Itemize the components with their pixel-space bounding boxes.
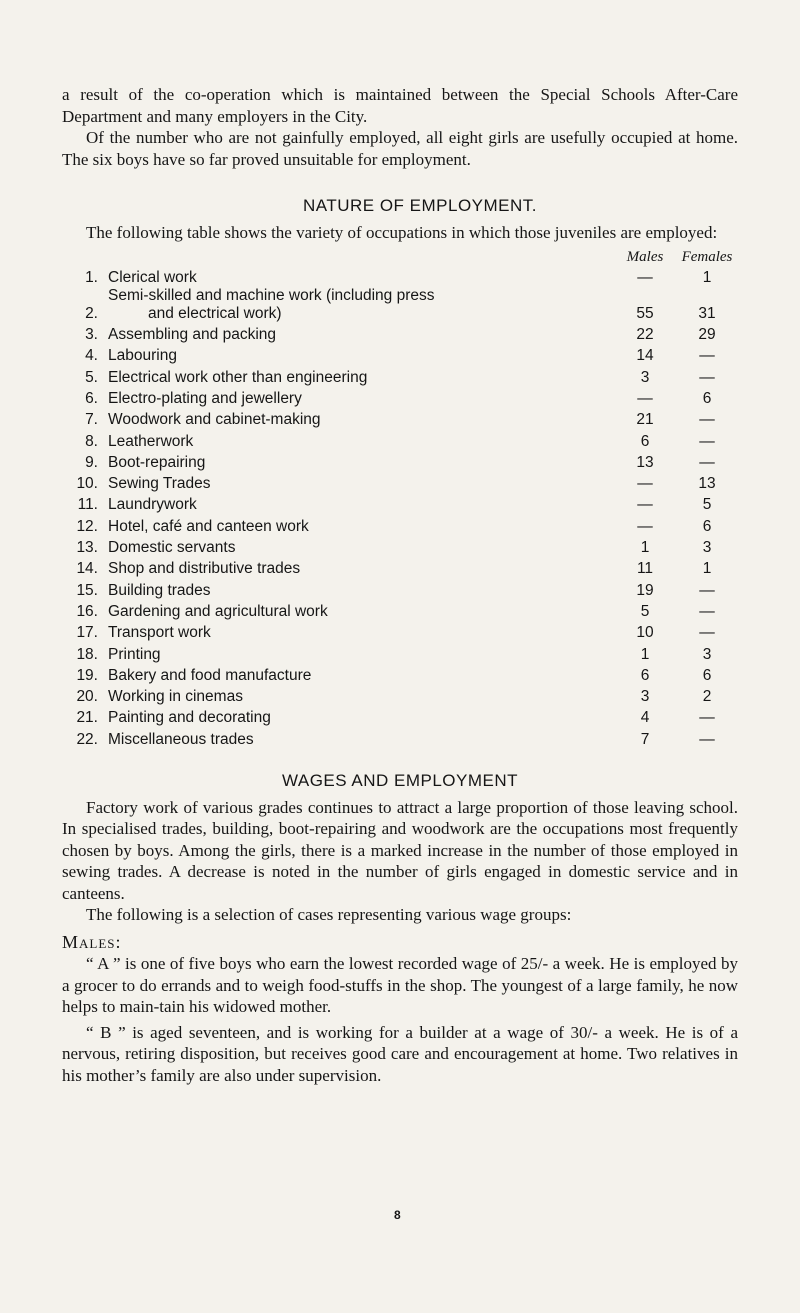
- row-occupation: [108, 387, 614, 408]
- males-count: 5: [640, 602, 650, 620]
- occupation-text: Clerical work: [108, 268, 197, 286]
- row-occupation: [108, 287, 614, 323]
- row-number: 7.: [85, 411, 98, 429]
- males-count: —: [637, 496, 653, 514]
- males-count: 1: [640, 645, 650, 663]
- case-a-paragraph: “ A ” is one of five boys who earn the lowest recorded wage of 25/- a week. He is employed by a grocer to do errands and to weigh food-stuffs in the shop. The youngest of a large family, he now helps to main-tain his widowed mother.: [62, 954, 738, 1017]
- occupation-text: Bakery and food manufacture: [108, 666, 312, 684]
- occupations-table: [62, 244, 738, 749]
- males-count: —: [637, 475, 653, 493]
- row-number: 4.: [85, 347, 98, 365]
- row-number: 14.: [76, 560, 98, 578]
- occupation-text: Sewing Trades: [108, 475, 211, 493]
- females-count: 31: [698, 304, 716, 322]
- wages-paragraph-2: The following is a selection of cases representing various wage groups:: [86, 905, 572, 925]
- occupation-text: Electrical work other than engineering: [108, 368, 368, 386]
- males-count: —: [637, 389, 653, 407]
- page-number: 8: [394, 1208, 401, 1222]
- males-count: 22: [636, 326, 654, 344]
- occupation-text: Leatherwork: [108, 432, 194, 450]
- row-number: 3.: [85, 326, 98, 344]
- row-number: 12.: [76, 517, 98, 535]
- males-count: 3: [640, 368, 650, 386]
- row-occupation: [108, 514, 614, 535]
- females-count: 6: [702, 666, 712, 684]
- row-number: 5.: [85, 368, 98, 386]
- males-count: —: [637, 517, 653, 535]
- row-number: 19.: [76, 666, 98, 684]
- row-occupation: [108, 323, 614, 344]
- males-count: 6: [640, 432, 650, 450]
- females-count: 6: [702, 517, 712, 535]
- table-lead-paragraph: The following table shows the variety of occupations in which those juveniles are employed:: [86, 223, 718, 242]
- row-number: 18.: [76, 645, 98, 663]
- table-row: [62, 387, 738, 408]
- row-number: 8.: [85, 432, 98, 450]
- table-row: [62, 493, 738, 514]
- table-row: [62, 685, 738, 706]
- row-number: 16.: [76, 602, 98, 620]
- row-number: 22.: [76, 730, 98, 748]
- occupation-text: Boot-repairing: [108, 453, 206, 471]
- row-occupation: [108, 706, 614, 727]
- row-number: 13.: [76, 539, 98, 557]
- females-count: —: [699, 368, 715, 386]
- table-row: [62, 600, 738, 621]
- table-row: [62, 472, 738, 493]
- males-count: 6: [640, 666, 650, 684]
- males-count: 7: [640, 730, 650, 748]
- males-count: 10: [636, 624, 654, 642]
- occupation-text: Domestic servants: [108, 539, 236, 557]
- females-count: 29: [698, 326, 716, 344]
- case-b-paragraph: “ B ” is aged seventeen, and is working for a builder at a wage of 30/- a week. He is of a nervous, retiring disposition, but receives good care and encouragement at home. Two relatives in his mother’s family are also under supervision.: [62, 1022, 738, 1085]
- table-header-row: [62, 244, 738, 266]
- occupation-text: Painting and decorating: [108, 709, 271, 727]
- males-subheading: [62, 932, 738, 954]
- table-row: [62, 429, 738, 450]
- row-occupation: [108, 727, 614, 748]
- females-count: —: [699, 347, 715, 365]
- males-count: 13: [636, 453, 654, 471]
- row-number: 9.: [85, 453, 98, 471]
- table-row: [62, 408, 738, 429]
- occupation-text: Gardening and agricultural work: [108, 602, 328, 620]
- wages-paragraph-1: Factory work of various grades continues to attract a large proportion of those leaving school. In specialised trades, building, boot-repairing and woodwork are the occupations most frequently chosen by boys. Among the girls, there is a marked increase in the number of those employed in sewing trades. A decrease is noted in the number of girls engaged in domestic service and in canteens.: [62, 797, 738, 903]
- females-column-header: Females: [681, 248, 733, 265]
- occupation-text: Labouring: [108, 347, 177, 365]
- row-occupation: [108, 365, 614, 386]
- row-number: 21.: [76, 709, 98, 727]
- females-count: 2: [702, 688, 712, 706]
- table-row: [62, 287, 738, 323]
- table-row: [62, 578, 738, 599]
- females-count: —: [699, 432, 715, 450]
- row-occupation: [108, 600, 614, 621]
- females-count: 3: [702, 539, 712, 557]
- males-count: 19: [636, 581, 654, 599]
- males-count: 3: [640, 688, 650, 706]
- row-occupation: [108, 266, 614, 287]
- occupation-text: Laundrywork: [108, 496, 197, 514]
- occupation-text: Transport work: [108, 624, 211, 642]
- occupation-text: Miscellaneous trades: [108, 730, 254, 748]
- table-row: [62, 323, 738, 344]
- row-occupation: [108, 472, 614, 493]
- occupations-table-body: [62, 266, 738, 749]
- row-occupation: [108, 557, 614, 578]
- occupation-text: Working in cinemas: [108, 688, 243, 706]
- table-row: [62, 451, 738, 472]
- row-occupation: [108, 408, 614, 429]
- occupation-text-continued: and electrical work): [148, 304, 282, 322]
- occupation-text: Shop and distributive trades: [108, 560, 301, 578]
- document-page: [62, 84, 738, 1086]
- row-occupation: [108, 685, 614, 706]
- males-column-header: Males: [626, 248, 664, 265]
- table-row: [62, 514, 738, 535]
- males-label: Males:: [62, 931, 122, 952]
- row-number: 20.: [76, 688, 98, 706]
- females-count: 1: [702, 560, 712, 578]
- females-count: —: [699, 453, 715, 471]
- males-count: 14: [636, 347, 654, 365]
- table-row: [62, 642, 738, 663]
- occupation-text: Assembling and packing: [108, 326, 277, 344]
- females-count: 6: [702, 389, 712, 407]
- females-count: —: [699, 602, 715, 620]
- occupation-text: Electro-plating and jewellery: [108, 389, 302, 407]
- males-count: —: [637, 268, 653, 286]
- row-occupation: [108, 493, 614, 514]
- males-count: 4: [640, 709, 650, 727]
- intro-paragraph-1: a result of the co-operation which is maintained between the Special Schools After-Care Department and many employers in the City.: [62, 85, 738, 126]
- table-row: [62, 664, 738, 685]
- males-count: 1: [640, 539, 650, 557]
- females-count: —: [699, 730, 715, 748]
- females-count: 1: [702, 268, 712, 286]
- occupation-text: Semi-skilled and machine work (including press: [108, 286, 435, 304]
- table-row: [62, 536, 738, 557]
- nature-of-employment-heading: NATURE OF EMPLOYMENT.: [302, 196, 538, 215]
- row-occupation: [108, 344, 614, 365]
- row-occupation: [108, 621, 614, 642]
- females-count: —: [699, 624, 715, 642]
- row-occupation: [108, 578, 614, 599]
- header-spacer: [62, 244, 108, 266]
- females-count: —: [699, 709, 715, 727]
- row-occupation: [108, 642, 614, 663]
- intro-paragraph-2: Of the number who are not gainfully employed, all eight girls are usefully occupied at home. The six boys have so far proved unsuitable for employment.: [62, 128, 738, 169]
- females-count: 13: [698, 475, 716, 493]
- table-row: [62, 621, 738, 642]
- row-number: 6.: [85, 389, 98, 407]
- row-number: 17.: [76, 624, 98, 642]
- occupation-text: Printing: [108, 645, 161, 663]
- females-count: 3: [702, 645, 712, 663]
- row-occupation: [108, 664, 614, 685]
- females-count: —: [699, 581, 715, 599]
- table-row: [62, 344, 738, 365]
- table-row: [62, 365, 738, 386]
- females-count: —: [699, 411, 715, 429]
- row-number: 1.: [85, 268, 98, 286]
- row-number: 10.: [76, 475, 98, 493]
- table-row: [62, 557, 738, 578]
- row-number: 11.: [77, 496, 98, 514]
- row-number: 2.: [85, 304, 98, 322]
- wages-heading: WAGES AND EMPLOYMENT: [281, 770, 519, 790]
- occupation-text: Woodwork and cabinet-making: [108, 411, 321, 429]
- males-count: 11: [636, 560, 654, 578]
- occupation-text: Hotel, café and canteen work: [108, 517, 309, 535]
- males-count: 21: [636, 411, 654, 429]
- header-spacer-desc: [108, 244, 614, 266]
- row-occupation: [108, 451, 614, 472]
- table-row: [62, 727, 738, 748]
- occupation-text: Building trades: [108, 581, 211, 599]
- table-row: [62, 266, 738, 287]
- males-count: 55: [636, 304, 654, 322]
- row-occupation: [108, 429, 614, 450]
- females-count: 5: [702, 496, 712, 514]
- table-row: [62, 706, 738, 727]
- row-number: 15.: [76, 581, 98, 599]
- row-occupation: [108, 536, 614, 557]
